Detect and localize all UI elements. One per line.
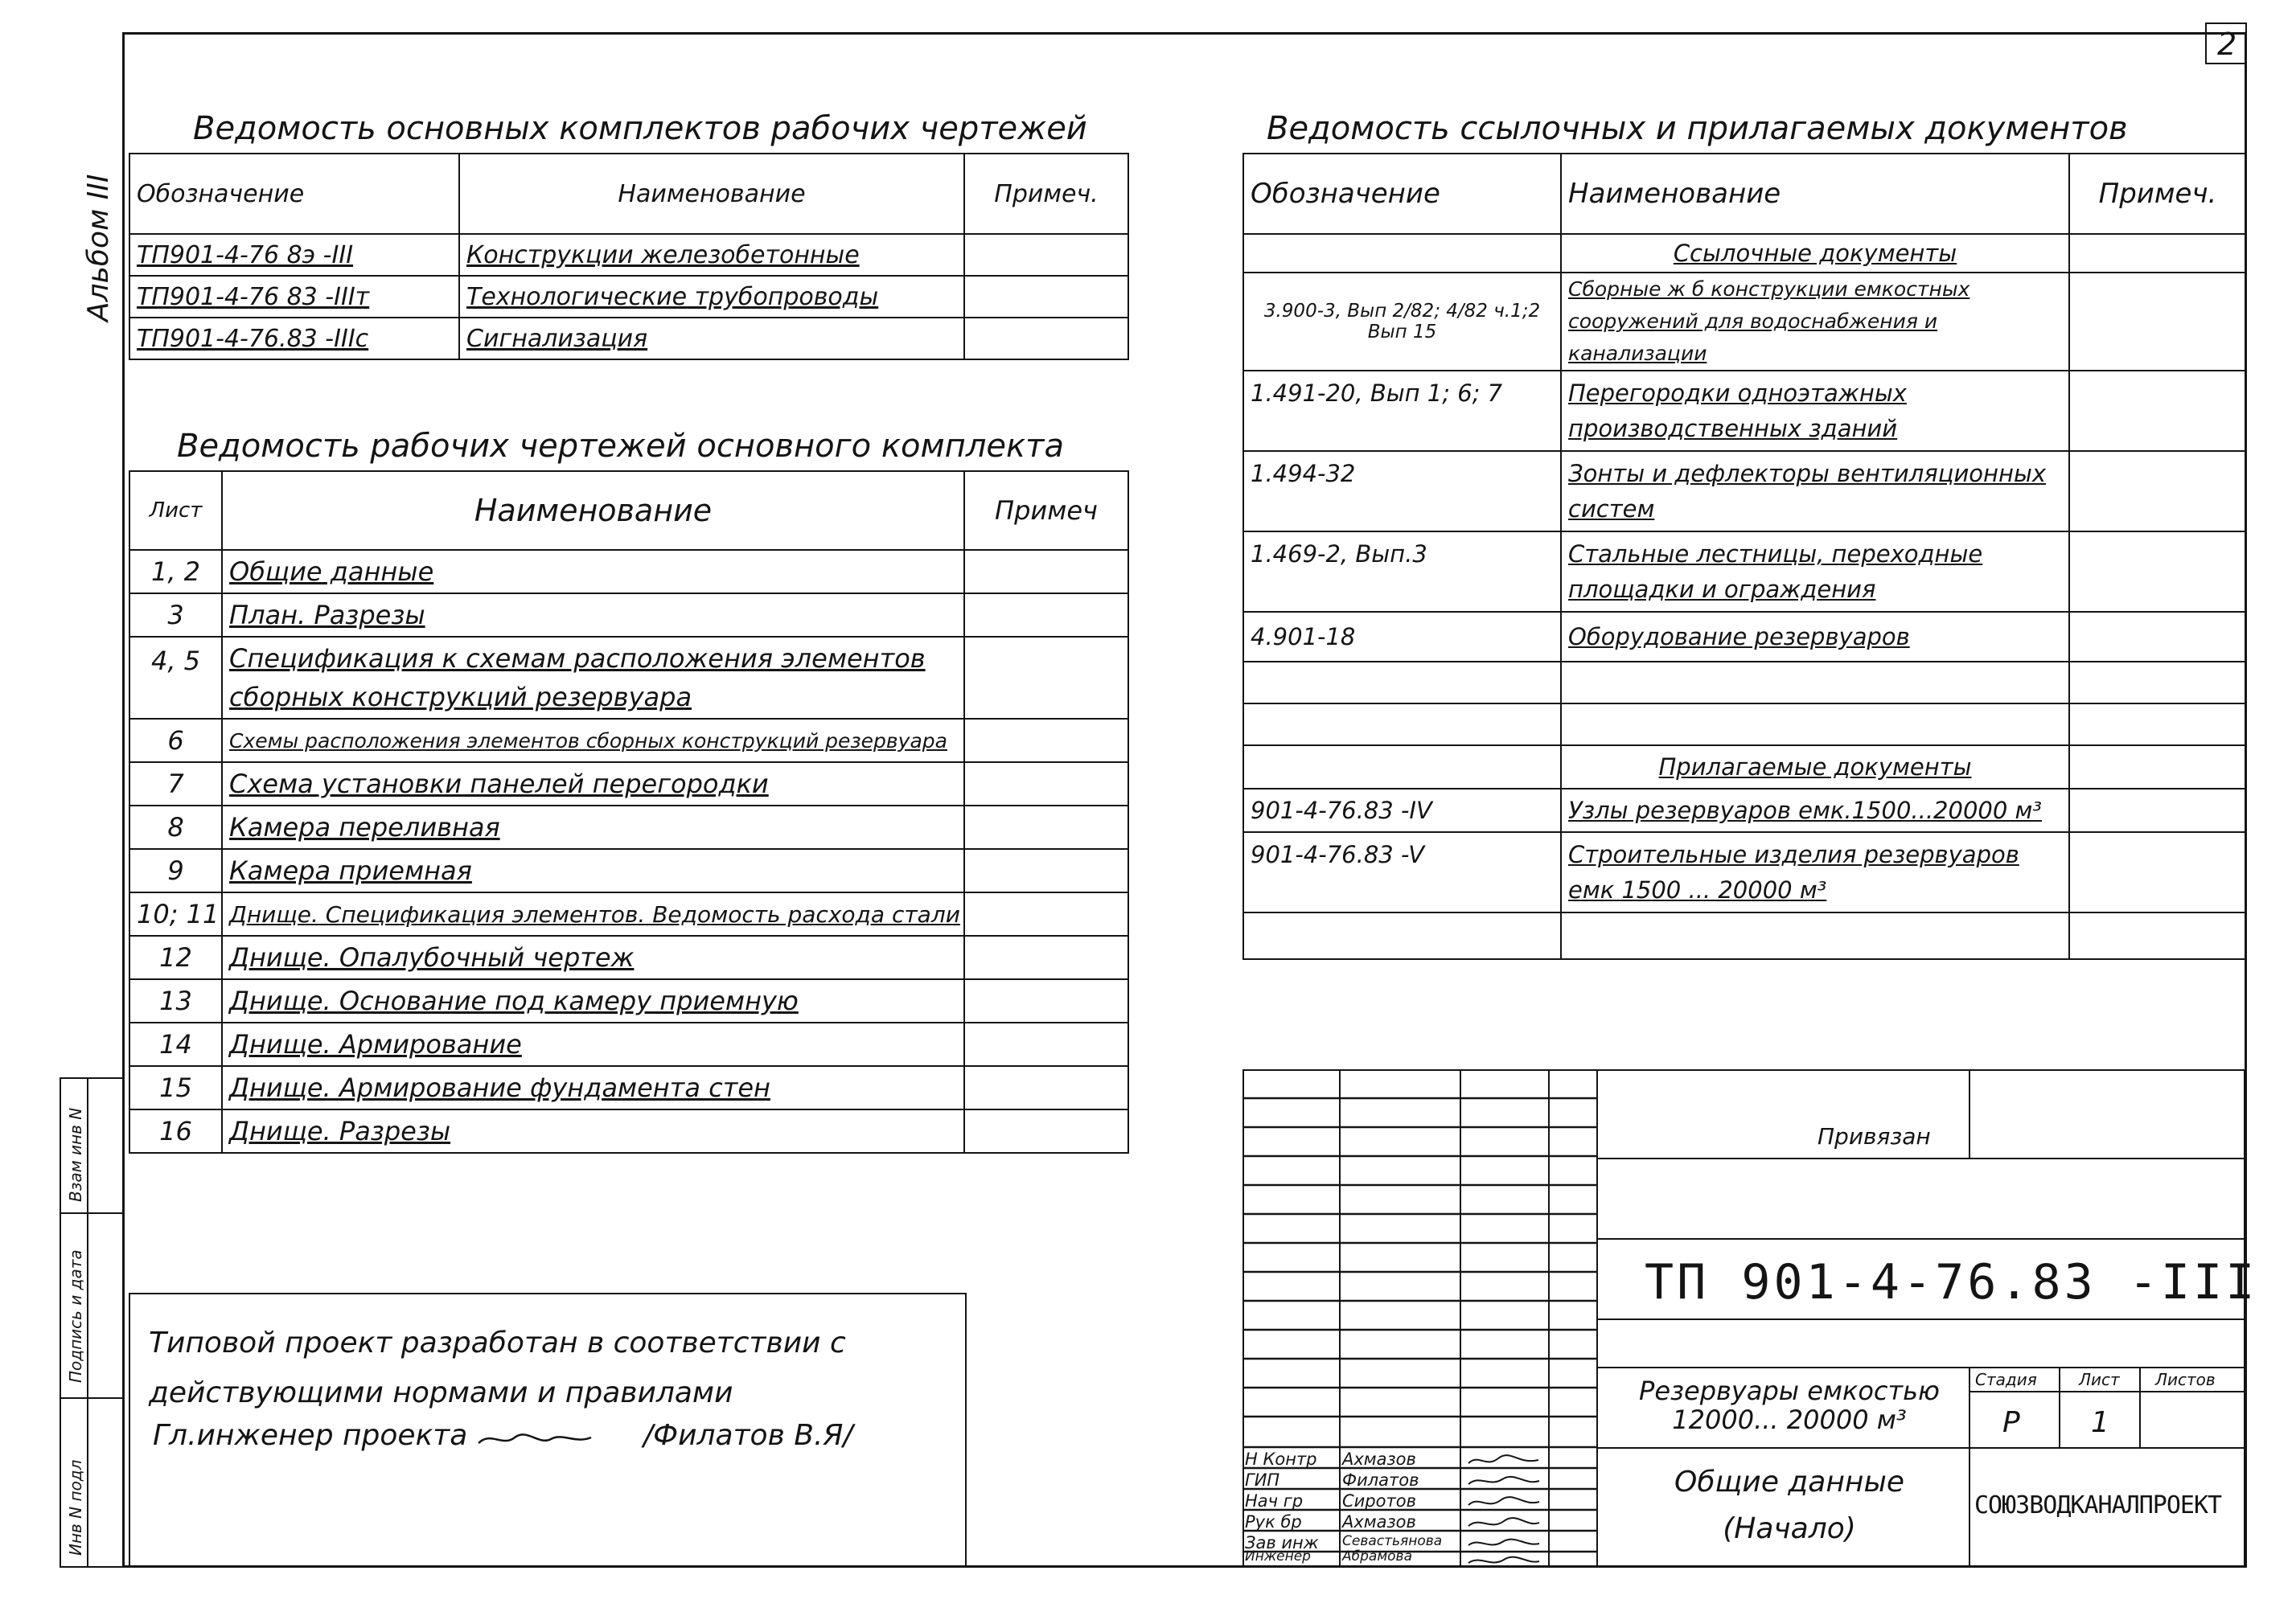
stamp-title-object: Резервуары емкостью 12000... 20000 м³: [1639, 1376, 1940, 1435]
stamp-person: Филатов: [1342, 1470, 1419, 1490]
strip-inv-original: Инв N подл: [66, 1459, 85, 1556]
table3-row-name: Строительные изделия резервуаров емк 1500 ... 20000 м³: [1561, 832, 2069, 912]
table1-title: Ведомость основных комплектов рабочих чертежей: [193, 110, 1087, 147]
table2-header-note: Примеч: [964, 471, 1128, 550]
table2-row-sheet: 15: [129, 1066, 222, 1109]
table3-row-name: Сборные ж б конструкции емкостных сооружений для водоснабжения и канализации: [1561, 273, 2069, 371]
table2-row-name: Днище. Основание под камеру приемную: [222, 979, 964, 1023]
table3-row-name: Оборудование резервуаров: [1561, 612, 2069, 662]
table1-row-note: [964, 276, 1128, 318]
table3: [1242, 153, 2247, 960]
table2-row-sheet: 8: [129, 806, 222, 849]
table2-row-sheet: 1, 2: [129, 550, 222, 593]
table2-row-name: Схемы расположения элементов сборных конструкций резервуара: [222, 719, 964, 762]
table3-row-designation: 1.469-2, Вып.3: [1243, 531, 1561, 612]
stamp-vline: [2139, 1367, 2141, 1447]
table2-row-name: Днище. Армирование: [222, 1023, 964, 1066]
sheet-number: 2: [2217, 27, 2237, 62]
strip-replace-inv: Взам инв N: [66, 1107, 85, 1202]
table1-row-note: [964, 318, 1128, 359]
stamp-hline: [1596, 1158, 2245, 1159]
table3-row-name: Зонты и дефлекторы вентиляционных систем: [1561, 451, 2069, 531]
table3-row-name: Перегородки одноэтажных производственных зданий: [1561, 371, 2069, 451]
table3-row-designation: 901-4-76.83 -V: [1243, 832, 1561, 912]
table2-row-name: Днище. Спецификация элементов. Ведомость расхода стали: [222, 892, 964, 936]
stamp-signatures: [1462, 1447, 1546, 1568]
table1-row-note: [964, 234, 1128, 276]
table3-row-name: Узлы резервуаров емк.1500...20000 м³: [1561, 789, 2069, 832]
table1-row-designation: ТП901-4-76 8э -III: [129, 234, 459, 276]
stamp-person: Сиротов: [1342, 1491, 1416, 1511]
table1-row-name: Конструкции железобетонные: [459, 234, 964, 276]
table3-title: Ведомость ссылочных и прилагаемых документов: [1267, 110, 2128, 147]
table2-row-sheet: 10; 11: [129, 892, 222, 936]
table2-row-name: Спецификация к схемам расположения элементов сборных конструкций резервуара: [222, 637, 964, 719]
chief-engineer-signature: [474, 1423, 595, 1455]
table2-row-sheet: 14: [129, 1023, 222, 1066]
table3-header-note: Примеч.: [2069, 154, 2246, 234]
table2-row-name: План. Разрезы: [222, 593, 964, 637]
stamp-title-sheet: Общие данные (Начало): [1674, 1466, 1905, 1545]
table1-row-name: Технологические трубопроводы: [459, 276, 964, 318]
stamp-role: Инженер: [1245, 1548, 1311, 1565]
table2-row-sheet: 9: [129, 849, 222, 892]
stamp-person: Абрамова: [1342, 1548, 1412, 1565]
table1-header-note: Примеч.: [964, 154, 1128, 234]
table1: [129, 153, 1129, 360]
table2-row-name: Общие данные: [222, 550, 964, 593]
table2-row-name: Камера приемная: [222, 849, 964, 892]
table3-row-designation: 1.494-32: [1243, 451, 1561, 531]
stamp-code: ТП 901-4-76.83 -III: [1645, 1254, 2258, 1310]
stamp-hline: [1596, 1367, 2245, 1368]
stamp-vline: [2059, 1367, 2060, 1447]
table3-row-designation: 901-4-76.83 -IV: [1243, 789, 1561, 832]
table2: [129, 470, 1129, 1154]
table2-row-name: Днище. Опалубочный чертеж: [222, 936, 964, 979]
table3-row-designation: 4.901-18: [1243, 612, 1561, 662]
stamp-role: Нач гр: [1245, 1491, 1304, 1511]
stamp-hline: [1596, 1318, 2245, 1320]
table1-header-designation: Обозначение: [129, 154, 459, 234]
table1-header-name: Наименование: [459, 154, 964, 234]
table2-row-sheet: 3: [129, 593, 222, 637]
stamp-person: Севастьянова: [1342, 1533, 1443, 1549]
stamp-stage-header: Стадия: [1975, 1370, 2037, 1389]
stamp-person: Ахмазов: [1342, 1512, 1416, 1532]
table3-row-designation: 1.491-20, Вып 1; 6; 7: [1243, 371, 1561, 451]
album-label: Альбом III: [82, 174, 115, 322]
stamp-sheet: 1: [2091, 1406, 2109, 1439]
table2-row-sheet: 4, 5: [129, 637, 222, 719]
table1-row-name: Сигнализация: [459, 318, 964, 359]
table3-section-referenced: Ссылочные документы: [1561, 234, 2069, 273]
stamp-hline: [1596, 1238, 2245, 1240]
table2-header-name: Наименование: [222, 471, 964, 550]
table2-row-sheet: 6: [129, 719, 222, 762]
table2-header-sheet: Лист: [129, 471, 222, 550]
stamp-person: Ахмазов: [1342, 1450, 1416, 1469]
stamp-organization: СОЮЗВОДКАНАЛПРОЕКТ: [1974, 1491, 2222, 1519]
table2-row-name: Днище. Разрезы: [222, 1109, 964, 1153]
stamp-stage: Р: [2002, 1406, 2020, 1439]
table2-row-sheet: 7: [129, 762, 222, 806]
note-text: Типовой проект разработан в соответствии с действующими нормами и правилами: [149, 1327, 846, 1409]
table2-row-sheet: 16: [129, 1109, 222, 1153]
stamp-role: Зав инж: [1245, 1533, 1319, 1552]
strip-signature-date: Подпись и дата: [66, 1249, 85, 1383]
stamp-vline: [1969, 1069, 1970, 1158]
table2-row-name: Камера переливная: [222, 806, 964, 849]
stamp-role: Н Контр: [1245, 1450, 1317, 1469]
table3-header-name: Наименование: [1561, 154, 2069, 234]
chief-engineer-role: Гл.инженер проекта: [153, 1419, 468, 1452]
stamp-hline: [1969, 1391, 2245, 1392]
stamp-vline: [1969, 1367, 1970, 1568]
stamp-role: ГИП: [1245, 1470, 1280, 1490]
table3-row-name: Стальные лестницы, переходные площадки и ограждения: [1561, 531, 2069, 612]
stamp-privyazan: Привязан: [1817, 1123, 1931, 1150]
stamp-sheet-header: Лист: [2079, 1370, 2120, 1389]
table2-row-name: Днище. Армирование фундамента стен: [222, 1066, 964, 1109]
table3-section-attached: Прилагаемые документы: [1561, 745, 2069, 789]
table2-row-name: Схема установки панелей перегородки: [222, 762, 964, 806]
table3-header-designation: Обозначение: [1243, 154, 1561, 234]
table1-row-designation: ТП901-4-76.83 -IIIс: [129, 318, 459, 359]
chief-engineer-name: /Филатов В.Я/: [643, 1419, 853, 1452]
table2-row-sheet: 13: [129, 979, 222, 1023]
stamp-role: Рук бр: [1245, 1512, 1302, 1532]
table2-title: Ведомость рабочих чертежей основного комплекта: [177, 428, 1064, 465]
table1-row-designation: ТП901-4-76 83 -IIIт: [129, 276, 459, 318]
stamp-hline: [1596, 1447, 2245, 1449]
table3-row-designation: 3.900-3, Вып 2/82; 4/82 ч.1;2 Вып 15: [1243, 273, 1561, 371]
stamp-sheets-header: Листов: [2155, 1370, 2216, 1389]
table2-row-sheet: 12: [129, 936, 222, 979]
